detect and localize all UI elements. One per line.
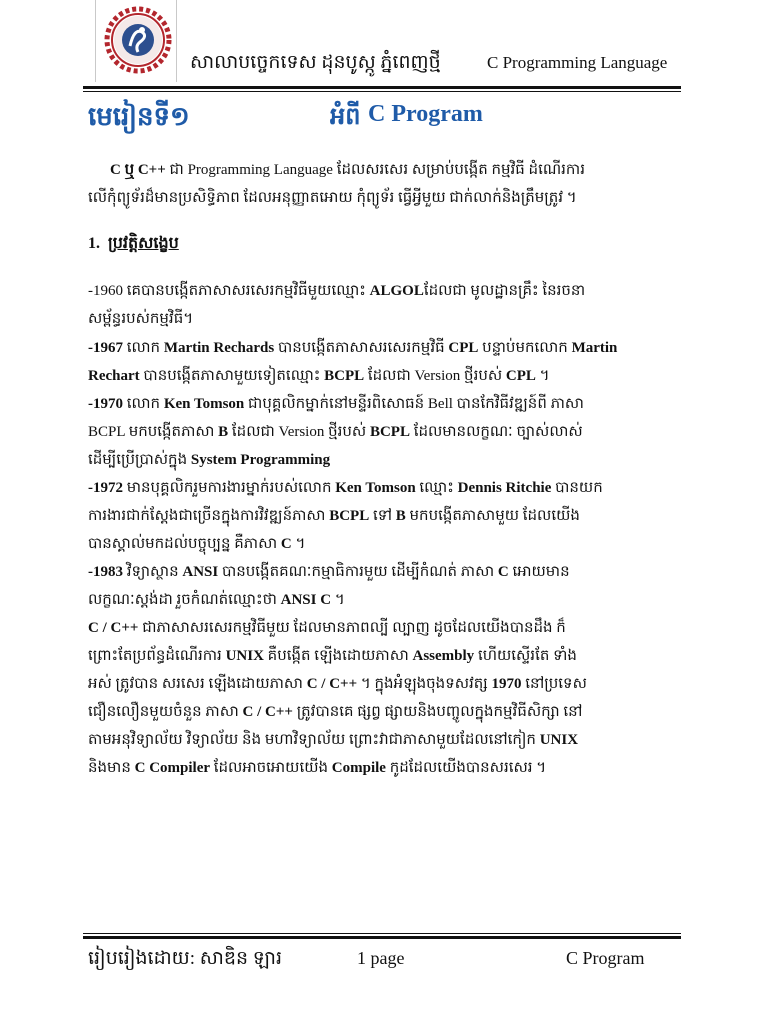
- history-line: -1970 លោក Ken Tomson ជាបុគ្គលិកម្នាក់នៅមន្ទីរពិសោធន៍ Bell បានកែវិធីវឌ្ឍន៍ពី ភាសា: [88, 396, 584, 412]
- section-title: ប្រវត្តិសង្ខេប: [108, 235, 179, 252]
- intro-term: C ឬ C++: [110, 162, 166, 178]
- history-line: -1972 មានបុគ្គលិករួមការងារម្នាក់របស់លោក Ken Tomson ឈ្មោះ Dennis Ritchie បានយក: [88, 480, 603, 496]
- intro-text: ជា Programming Language ដែលសរសេរ សម្រាប់បង្កើត កម្មវិធី ដំណើរការ: [165, 162, 585, 178]
- history-line: ការងារជាក់ស្តែងជាច្រើនក្នុងការវិវឌ្ឍន៍ភាសា BCPL ទៅ B មកបង្កើតភាសាមួយ ដែលយើង: [88, 508, 580, 524]
- history-line: តាមអនុវិទ្យាល័យ វិទ្យាល័យ និង មហាវិទ្យាល័យ ព្រោះវាជាភាសាមួយដែលនៅកៀក UNIX: [88, 732, 579, 748]
- history-line: អស់ ត្រូវបាន សរសេរ ឡើងដោយភាសា C / C++ ។ ក្នុងអំឡុងចុងទសវត្ស 1970 នៅប្រទេស: [88, 676, 587, 692]
- history-line: C / C++ ជាភាសាសរសេរកម្មវិធីមួយ ដែលមានភាពល្បី ល្បាញ ដូចដែលយើងបានដឹង ក៏: [88, 620, 566, 636]
- lesson-title: C Program: [368, 101, 483, 127]
- history-line: ជឿនលឿនមួយចំនួន ភាសា C / C++ ត្រូវបានគេ ផ្សព្វ ផ្សាយនិងបញ្ចូលក្នុងកម្មវិធីសិក្សា នៅ: [88, 704, 583, 720]
- footer-course-title: C Program: [566, 948, 645, 968]
- history-line: លក្ខណៈស្តង់ដា រួចកំណត់ឈ្មោះថា ANSI C ។: [88, 592, 345, 608]
- intro-line-1: [88, 158, 678, 182]
- history-line: -1967 លោក Martin Rechards បានបង្កើតភាសាសរសេរកម្មវិធី CPL បន្ទាប់មកលោក Martin: [88, 340, 618, 356]
- history-line: បានស្គាល់មកដល់បច្ចុប្បន្ន គឺភាសា C ។: [88, 536, 306, 552]
- lesson-label: មេរៀនទី១: [88, 102, 190, 131]
- school-logo-icon: [104, 6, 172, 74]
- history-line: ដើម្បីប្រើប្រាស់ក្នុង System Programming: [88, 452, 331, 468]
- header-rule-thin: [83, 91, 681, 92]
- footer-author: រៀបរៀងដោយ: សាឌិន ឡារ: [88, 948, 283, 969]
- header-course-title: C Programming Language: [487, 53, 668, 72]
- history-line: -1960 គេបានបង្កើតភាសាសរសេរកម្មវិធីមួយឈ្មោះ ALGOLដែលជា មូលដ្ឋានគ្រឹះ នៃរចនា: [88, 283, 586, 299]
- section-number: 1.: [88, 235, 100, 252]
- header-rule-thick: [83, 86, 681, 89]
- history-line: -1983 វិទ្យាស្ថាន ANSI បានបង្កើតគណៈកម្មាធិការមួយ ដើម្បីកំណត់ ភាសា C អោយមាន: [88, 564, 570, 580]
- intro-text: លើកុំព្យូទ័រដ៏មានប្រសិទ្ធិភាព ដែលអនុញ្ញាតអោយ កុំព្យូទ័រ ធ្វើអ្វីមួយ ជាក់លាក់និងត្រឹមត្រូវ ។: [88, 190, 577, 206]
- footer-page-number: 1 page: [357, 948, 405, 968]
- footer-rule-thick: [83, 936, 681, 939]
- footer-rule-thin: [83, 933, 681, 934]
- intro-line-2: [88, 186, 678, 210]
- history-line: និងមាន C Compiler ដែលអាចអោយយើង Compile កូដដែលយើងបានសរសេរ ។: [88, 760, 547, 776]
- history-line: BCPL មកបង្កើតភាសា B ដែលជា Version ថ្មីរបស់ BCPL ដែលមានលក្ខណៈ ច្បាស់លាស់: [88, 424, 583, 440]
- history-line: Rechart បានបង្កើតភាសាមួយទៀតឈ្មោះ BCPL ដែលជា Version ថ្មីរបស់ CPL ។: [88, 368, 550, 384]
- lesson-about-label: អំពី: [330, 104, 361, 130]
- school-name: សាលាបច្ចេកទេស ដុនបូស្កូ ភ្នំពេញថ្មី: [190, 52, 441, 73]
- history-line: ព្រោះតែប្រព័ន្ធដំណើរការ UNIX គឺបង្កើត ឡើងដោយភាសា Assembly ហើយស្ទើរតែ ទាំង: [88, 648, 577, 664]
- history-line: សម្ព័ន្ធរបស់កម្មវិធី។: [88, 311, 194, 327]
- section-heading: [88, 232, 179, 256]
